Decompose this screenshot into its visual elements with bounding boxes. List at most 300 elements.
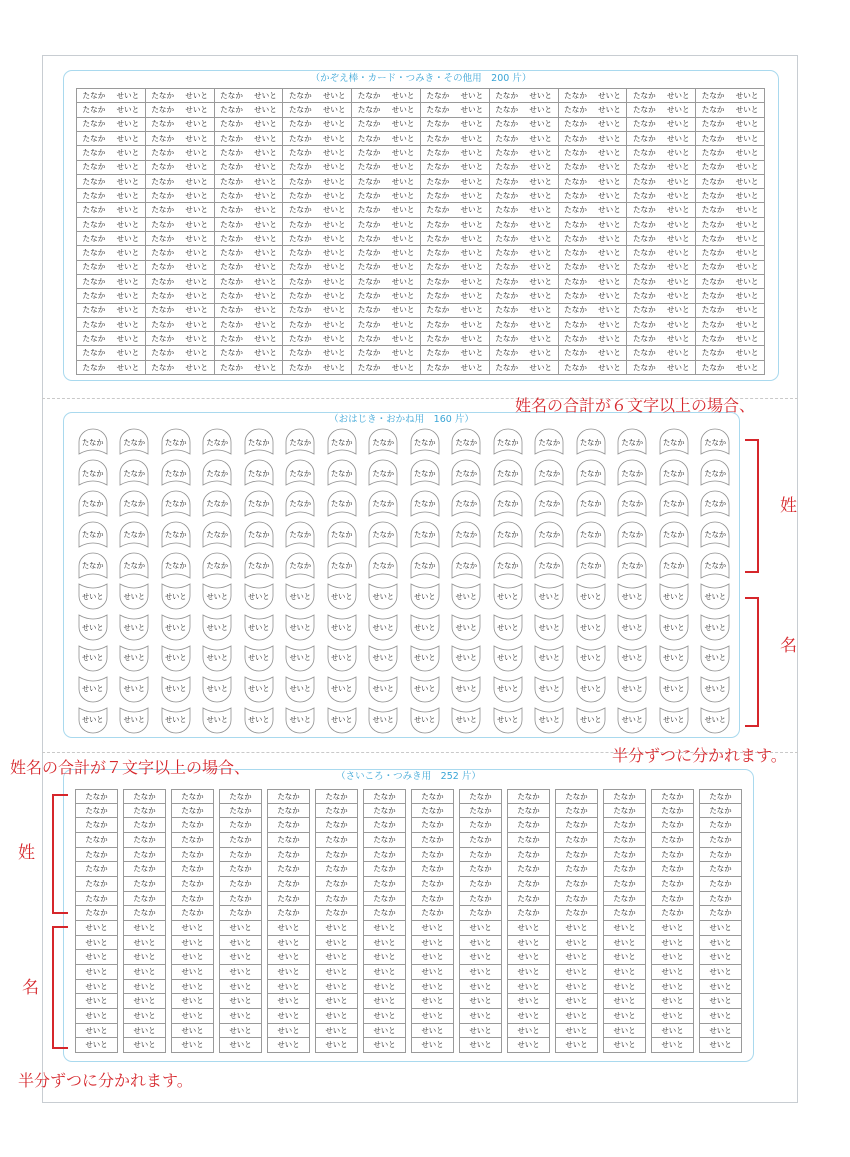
- round-label: [404, 612, 446, 643]
- given-text: せいと: [116, 276, 140, 286]
- given-label: せいと: [267, 1009, 310, 1024]
- surname-text: たなか: [632, 248, 656, 258]
- name-label: [421, 175, 490, 189]
- name-label: [77, 275, 146, 289]
- given-label: せいと: [363, 980, 406, 995]
- round-label: [446, 519, 488, 550]
- surname-text: たなか: [632, 162, 656, 172]
- given-label: せいと: [651, 1038, 694, 1053]
- surname-label: たなか: [123, 804, 166, 819]
- given-label: せいと: [555, 921, 598, 936]
- surname-text: たなか: [372, 499, 395, 509]
- surname-text: たなか: [495, 276, 519, 286]
- given-text: せいと: [666, 276, 690, 286]
- name-label: [627, 332, 696, 346]
- surname-text: たなか: [579, 560, 602, 570]
- given-text: せいと: [460, 248, 484, 258]
- given-text: せいと: [391, 319, 415, 329]
- given-text: せいと: [529, 362, 553, 372]
- name-label: [146, 304, 215, 318]
- given-text: せいと: [735, 248, 759, 258]
- given-text: せいと: [460, 333, 484, 343]
- given-text: せいと: [735, 119, 759, 129]
- name-label: [490, 361, 559, 375]
- name-label: [352, 289, 421, 303]
- given-text: せいと: [460, 190, 484, 200]
- given-label: せいと: [267, 1038, 310, 1053]
- surname-label: たなか: [507, 877, 550, 892]
- given-label: せいと: [507, 994, 550, 1009]
- round-label: [155, 581, 197, 612]
- given-text: せいと: [116, 205, 140, 215]
- name-label: [696, 261, 765, 275]
- surname-text: たなか: [164, 530, 187, 540]
- surname-label: たなか: [219, 877, 262, 892]
- given-label: せいと: [219, 921, 262, 936]
- surname-label: たなか: [219, 848, 262, 863]
- given-text: せいと: [322, 333, 346, 343]
- given-text: せいと: [254, 362, 277, 372]
- name-label: [146, 103, 215, 117]
- given-label: せいと: [459, 1024, 502, 1039]
- given-text: せいと: [538, 684, 561, 694]
- surname-label: たなか: [555, 862, 598, 877]
- given-text: せいと: [529, 133, 553, 143]
- given-text: せいと: [116, 248, 140, 258]
- surname-text: たなか: [151, 333, 175, 343]
- round-label: [197, 458, 239, 489]
- round-label: [114, 581, 156, 612]
- surname-label: たなか: [699, 833, 742, 848]
- given-text: せいと: [185, 176, 209, 186]
- surname-text: たなか: [289, 437, 312, 447]
- surname-text: たなか: [81, 530, 104, 540]
- surname-text: たなか: [632, 262, 656, 272]
- surname-text: たなか: [701, 305, 725, 315]
- surname-label: たなか: [651, 877, 694, 892]
- surname-text: たなか: [564, 90, 587, 100]
- surname-label: たなか: [123, 818, 166, 833]
- given-text: せいと: [598, 176, 621, 186]
- name-label: [559, 346, 628, 360]
- given-text: せいと: [529, 233, 553, 243]
- surname-text: たなか: [701, 133, 725, 143]
- given-text: せいと: [185, 148, 209, 158]
- name-label: [77, 146, 146, 160]
- surname-text: たなか: [288, 262, 312, 272]
- given-text: せいと: [529, 348, 553, 358]
- surname-label: たなか: [75, 818, 118, 833]
- surname-label: たなか: [123, 862, 166, 877]
- round-label: [695, 704, 737, 735]
- round-label: [238, 427, 280, 458]
- given-text: せいと: [247, 653, 270, 663]
- surname-text: たなか: [704, 437, 727, 447]
- given-label: せいと: [219, 1009, 262, 1024]
- given-text: せいと: [460, 133, 484, 143]
- surname-label: 姓: [18, 843, 35, 863]
- surname-text: たなか: [151, 262, 175, 272]
- round-label: [612, 519, 654, 550]
- given-text: せいと: [666, 148, 690, 158]
- given-label: せいと: [651, 950, 694, 965]
- surname-text: たなか: [82, 133, 106, 143]
- round-label: [280, 458, 322, 489]
- surname-label: たなか: [123, 848, 166, 863]
- given-text: せいと: [598, 219, 621, 229]
- given-text: せいと: [735, 133, 759, 143]
- name-label: [696, 332, 765, 346]
- given-label: せいと: [651, 980, 694, 995]
- round-label: [653, 643, 695, 674]
- surname-text: たなか: [426, 219, 450, 229]
- surname-text: たなか: [579, 437, 602, 447]
- name-label: [215, 332, 284, 346]
- given-text: せいと: [579, 684, 602, 694]
- given-text: せいと: [254, 133, 277, 143]
- given-text: せいと: [322, 176, 346, 186]
- surname-label: たなか: [171, 906, 214, 921]
- surname-text: たなか: [662, 468, 685, 478]
- given-label: せいと: [555, 936, 598, 951]
- name-label: [352, 318, 421, 332]
- surname-label: たなか: [267, 906, 310, 921]
- surname-text: たなか: [357, 190, 381, 200]
- surname-text: たなか: [426, 119, 450, 129]
- given-text: せいと: [391, 176, 415, 186]
- given-label: せいと: [123, 994, 166, 1009]
- given-text: せいと: [460, 105, 484, 115]
- round-label: [446, 458, 488, 489]
- name-label: [421, 261, 490, 275]
- given-label: せいと: [315, 965, 358, 980]
- given-text: せいと: [116, 305, 140, 315]
- given-text: せいと: [81, 653, 104, 663]
- given-text: せいと: [529, 319, 553, 329]
- given-label: せいと: [315, 950, 358, 965]
- surname-label: たなか: [363, 848, 406, 863]
- surname-text: たなか: [426, 291, 450, 301]
- name-label: [421, 332, 490, 346]
- surname-text: たなか: [632, 362, 656, 372]
- given-text: せいと: [322, 90, 346, 100]
- name-label: [283, 346, 352, 360]
- round-label: [72, 489, 114, 520]
- given-text: せいと: [289, 714, 312, 724]
- name-label: [77, 289, 146, 303]
- name-label: [559, 132, 628, 146]
- given-text: せいと: [460, 148, 484, 158]
- round-label: [529, 550, 571, 581]
- given-text: せいと: [538, 591, 561, 601]
- round-label: [280, 643, 322, 674]
- name-label: [215, 132, 284, 146]
- round-label: [238, 704, 280, 735]
- surname-text: たなか: [288, 133, 312, 143]
- surname-text: たなか: [288, 348, 312, 358]
- given-label: せいと: [363, 936, 406, 951]
- name-label: [627, 275, 696, 289]
- given-text: せいと: [598, 362, 621, 372]
- surname-text: たなか: [151, 319, 175, 329]
- surname-text: たなか: [289, 530, 312, 540]
- round-label: [529, 643, 571, 674]
- name-label: [283, 103, 352, 117]
- given-label: せいと: [459, 936, 502, 951]
- given-label: せいと: [267, 994, 310, 1009]
- round-label: [570, 489, 612, 520]
- surname-text: たなか: [495, 205, 519, 215]
- given-label: せいと: [651, 965, 694, 980]
- given-text: せいと: [704, 653, 727, 663]
- name-label: [490, 203, 559, 217]
- surname-label: たなか: [555, 848, 598, 863]
- name-label: [559, 103, 628, 117]
- round-label: [612, 612, 654, 643]
- given-text: せいと: [455, 714, 478, 724]
- surname-label: たなか: [171, 789, 214, 804]
- surname-text: たなか: [81, 468, 104, 478]
- given-text: せいと: [322, 276, 346, 286]
- given-text: せいと: [289, 591, 312, 601]
- given-label: せいと: [171, 936, 214, 951]
- given-text: せいと: [322, 105, 346, 115]
- given-label: せいと: [123, 1038, 166, 1053]
- name-label: [696, 246, 765, 260]
- given-label: せいと: [699, 980, 742, 995]
- name-label: [421, 203, 490, 217]
- round-label: [197, 550, 239, 581]
- round-label: [72, 427, 114, 458]
- surname-text: たなか: [357, 90, 381, 100]
- given-label: せいと: [699, 1038, 742, 1053]
- surname-text: たなか: [288, 333, 312, 343]
- given-label: せいと: [123, 921, 166, 936]
- name-label: [215, 203, 284, 217]
- round-label: [404, 550, 446, 581]
- surname-label: たなか: [411, 833, 454, 848]
- given-label: せいと: [699, 921, 742, 936]
- surname-text: たなか: [151, 148, 175, 158]
- name-label: [490, 275, 559, 289]
- surname-text: たなか: [357, 348, 381, 358]
- round-label: [487, 427, 529, 458]
- surname-label: たなか: [507, 862, 550, 877]
- round-label: [404, 704, 446, 735]
- surname-text: たなか: [495, 105, 519, 115]
- given-label: せいと: [363, 950, 406, 965]
- round-label: [280, 581, 322, 612]
- name-label: [559, 318, 628, 332]
- surname-label: たなか: [459, 818, 502, 833]
- round-label: [570, 673, 612, 704]
- surname-label: たなか: [75, 789, 118, 804]
- round-label: [363, 489, 405, 520]
- given-label: せいと: [315, 936, 358, 951]
- surname-text: たなか: [206, 499, 229, 509]
- name-label: [490, 103, 559, 117]
- surname-label: たなか: [123, 877, 166, 892]
- given-label: せいと: [123, 950, 166, 965]
- name-label: [215, 161, 284, 175]
- surname-text: たなか: [151, 162, 175, 172]
- given-text: せいと: [391, 162, 415, 172]
- given-text: せいと: [391, 362, 415, 372]
- surname-text: たなか: [455, 560, 478, 570]
- surname-text: たなか: [564, 362, 587, 372]
- surname-text: たなか: [82, 362, 106, 372]
- surname-text: たなか: [247, 468, 270, 478]
- name-label: [696, 304, 765, 318]
- surname-text: たなか: [413, 437, 436, 447]
- surname-label: たなか: [651, 862, 694, 877]
- name-label: [421, 318, 490, 332]
- given-label: せいと: [363, 921, 406, 936]
- name-label: [421, 189, 490, 203]
- surname-text: たなか: [632, 333, 656, 343]
- given-text: せいと: [185, 262, 209, 272]
- given-label: せいと: [603, 980, 646, 995]
- name-label: [559, 118, 628, 132]
- surname-label: たなか: [315, 833, 358, 848]
- given-text: せいと: [372, 591, 395, 601]
- given-text: せいと: [322, 362, 346, 372]
- given-text: せいと: [185, 291, 209, 301]
- given-text: せいと: [413, 622, 436, 632]
- given-text: せいと: [322, 348, 346, 358]
- given-text: せいと: [598, 348, 621, 358]
- given-label: せいと: [507, 921, 550, 936]
- surname-label: たなか: [555, 804, 598, 819]
- given-text: せいと: [704, 622, 727, 632]
- given-text: せいと: [330, 622, 353, 632]
- surname-text: たなか: [495, 190, 519, 200]
- given-text: せいと: [289, 622, 312, 632]
- round-label: [155, 612, 197, 643]
- name-label: [421, 118, 490, 132]
- surname-text: たなか: [495, 90, 519, 100]
- given-text: せいと: [496, 684, 519, 694]
- round-label: [72, 673, 114, 704]
- given-text: せいと: [460, 219, 484, 229]
- given-text: せいと: [247, 591, 270, 601]
- round-label: [487, 550, 529, 581]
- name-label: [696, 89, 765, 103]
- name-label: [559, 261, 628, 275]
- given-label: せいと: [363, 1009, 406, 1024]
- given-label: せいと: [75, 921, 118, 936]
- given-label: せいと: [411, 980, 454, 995]
- surname-text: たなか: [372, 437, 395, 447]
- given-label: せいと: [123, 980, 166, 995]
- name-label: [559, 232, 628, 246]
- round-label: [321, 458, 363, 489]
- name-label: [627, 304, 696, 318]
- given-text: せいと: [322, 133, 346, 143]
- given-text: せいと: [496, 714, 519, 724]
- surname-label: たなか: [267, 789, 310, 804]
- round-label: [529, 612, 571, 643]
- given-label: せいと: [699, 1024, 742, 1039]
- surname-text: たなか: [701, 176, 725, 186]
- surname-label: たなか: [363, 789, 406, 804]
- surname-text: たなか: [151, 233, 175, 243]
- given-text: せいと: [254, 190, 277, 200]
- round-label: [72, 612, 114, 643]
- given-label: せいと: [507, 965, 550, 980]
- surname-label: たなか: [651, 833, 694, 848]
- surname-label: たなか: [219, 789, 262, 804]
- name-label: [627, 318, 696, 332]
- given-text: せいと: [455, 653, 478, 663]
- round-label: [321, 612, 363, 643]
- surname-label: たなか: [411, 848, 454, 863]
- surname-label: たなか: [699, 892, 742, 907]
- name-label: [215, 89, 284, 103]
- given-text: せいと: [322, 162, 346, 172]
- given-text: せいと: [185, 333, 209, 343]
- given-text: せいと: [735, 190, 759, 200]
- given-text: せいと: [621, 591, 644, 601]
- round-label: [114, 458, 156, 489]
- given-text: せいと: [206, 591, 229, 601]
- name-label: [283, 332, 352, 346]
- given-text: せいと: [185, 119, 209, 129]
- surname-text: たなか: [495, 291, 519, 301]
- surname-text: たなか: [82, 119, 106, 129]
- surname-text: たなか: [82, 291, 106, 301]
- surname-label: たなか: [651, 804, 694, 819]
- surname-label: たなか: [651, 789, 694, 804]
- round-label: [653, 612, 695, 643]
- name-label: [352, 361, 421, 375]
- surname-text: たなか: [330, 468, 353, 478]
- surname-text: たなか: [632, 119, 656, 129]
- given-text: せいと: [496, 622, 519, 632]
- round-label: [404, 673, 446, 704]
- given-text: せいと: [164, 622, 187, 632]
- surname-label: たなか: [171, 833, 214, 848]
- given-label: せいと: [123, 1024, 166, 1039]
- round-label: [280, 489, 322, 520]
- given-text: せいと: [666, 90, 690, 100]
- given-text: せいと: [496, 591, 519, 601]
- given-text: せいと: [116, 262, 140, 272]
- round-label: [612, 673, 654, 704]
- label-grid: [75, 789, 742, 1053]
- surname-text: たなか: [220, 90, 243, 100]
- round-label: [653, 550, 695, 581]
- surname-text: たなか: [701, 248, 725, 258]
- surname-text: たなか: [123, 468, 146, 478]
- given-text: せいと: [185, 233, 209, 243]
- round-label: [72, 550, 114, 581]
- surname-text: たなか: [288, 362, 312, 372]
- given-text: せいと: [735, 105, 759, 115]
- given-label: せいと: [219, 1024, 262, 1039]
- surname-text: たなか: [632, 276, 656, 286]
- name-label: [215, 361, 284, 375]
- surname-text: たなか: [151, 248, 175, 258]
- round-label: [695, 550, 737, 581]
- name-label: [627, 118, 696, 132]
- name-label: [559, 304, 628, 318]
- round-label: [695, 519, 737, 550]
- given-bracket: [52, 926, 68, 1049]
- surname-text: たなか: [455, 437, 478, 447]
- round-label: [653, 458, 695, 489]
- name-label: [696, 161, 765, 175]
